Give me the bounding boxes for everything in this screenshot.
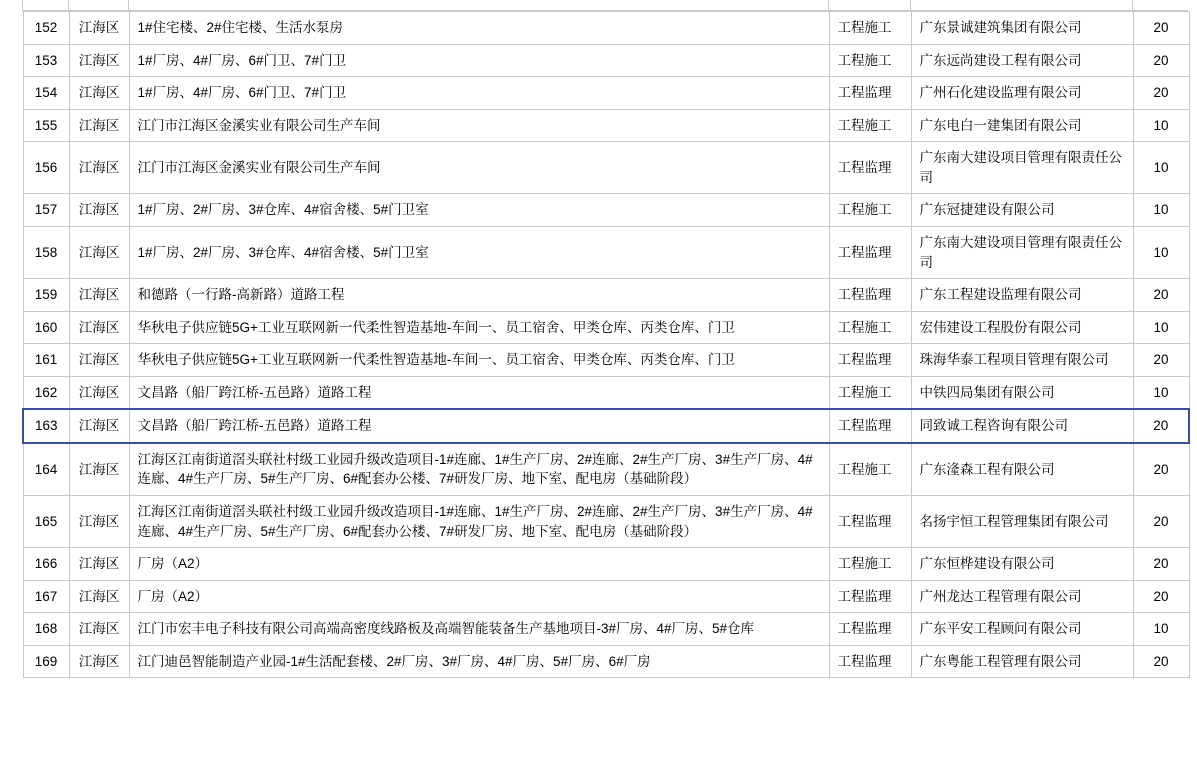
cell-count: 10 [1133, 311, 1189, 344]
table-row[interactable] [23, 409, 1189, 443]
cell-no: 153 [23, 44, 69, 77]
cell-count: 20 [1133, 77, 1189, 110]
cell-company: 名扬宇恒工程管理集团有限公司 [911, 496, 1133, 548]
cell-company: 广东平安工程顾问有限公司 [911, 613, 1133, 646]
table-row[interactable] [23, 194, 1189, 227]
cell-district: 江海区 [69, 548, 129, 581]
cell-company: 广东粤能工程管理有限公司 [911, 645, 1133, 678]
cell-company: 宏伟建设工程股份有限公司 [911, 311, 1133, 344]
cell-project-name: 华秋电子供应链5G+工业互联网新一代柔性智造基地-车间一、员工宿舍、甲类仓库、丙类仓库、门卫 [129, 344, 829, 377]
cell-company: 广东工程建设监理有限公司 [911, 279, 1133, 312]
cell-type: 工程施工 [829, 194, 911, 227]
cell-project-name: 1#厂房、2#厂房、3#仓库、4#宿舍楼、5#门卫室 [129, 226, 829, 278]
cell-count: 10 [1133, 226, 1189, 278]
cell-no [23, 0, 69, 11]
table-row[interactable] [23, 0, 1189, 11]
cell-project-name: 江门迪邑智能制造产业园-1#生活配套楼、2#厂房、3#厂房、4#厂房、5#厂房、6#厂房 [129, 645, 829, 678]
cell-type: 工程监理 [829, 496, 911, 548]
cell-company: 广州石化建设监理有限公司 [911, 77, 1133, 110]
table-row[interactable] [23, 376, 1189, 409]
cell-project-name: 江门市江海区金溪实业有限公司生产车间 [129, 142, 829, 194]
cell-count: 20 [1133, 409, 1189, 443]
table-row[interactable] [23, 443, 1189, 496]
cell-count: 20 [1133, 548, 1189, 581]
cell-no: 163 [23, 409, 69, 443]
cell-project-name: 文昌路（船厂跨江桥-五邑路）道路工程 [129, 376, 829, 409]
cell-no: 156 [23, 142, 69, 194]
table-row[interactable] [23, 496, 1189, 548]
cell-district: 江海区 [69, 44, 129, 77]
cell-type: 工程监理 [829, 77, 911, 110]
cell-count: 20 [1133, 580, 1189, 613]
cell-company: 珠海华泰工程项目管理有限公司 [911, 344, 1133, 377]
cell-count: 20 [1133, 645, 1189, 678]
cell-type: 工程施工 [829, 12, 911, 45]
cell-company: 广州龙达工程管理有限公司 [911, 580, 1133, 613]
cell-district: 江海区 [69, 376, 129, 409]
cell-project-name [129, 0, 829, 11]
cell-district: 江海区 [69, 77, 129, 110]
cell-company: 广东南大建设项目管理有限责任公司 [911, 226, 1133, 278]
cell-no: 152 [23, 12, 69, 45]
cell-company: 广东电白一建集团有限公司 [911, 109, 1133, 142]
cell-district: 江海区 [69, 409, 129, 443]
cell-type: 工程监理 [829, 645, 911, 678]
cell-count: 20 [1133, 344, 1189, 377]
cell-type: 工程监理 [829, 613, 911, 646]
cell-no: 169 [23, 645, 69, 678]
cell-no: 157 [23, 194, 69, 227]
cell-count: 20 [1133, 443, 1189, 496]
cell-project-name: 江门市江海区金溪实业有限公司生产车间 [129, 109, 829, 142]
cell-no: 167 [23, 580, 69, 613]
cell-company: 广东景诚建筑集团有限公司 [911, 12, 1133, 45]
cell-company: 广东南大建设项目管理有限责任公司 [911, 142, 1133, 194]
table-row[interactable] [23, 226, 1189, 278]
cell-company: 广东湰森工程有限公司 [911, 443, 1133, 496]
cell-count [1133, 0, 1189, 11]
cell-no: 158 [23, 226, 69, 278]
table-row[interactable] [23, 142, 1189, 194]
cell-district: 江海区 [69, 226, 129, 278]
cell-district: 江海区 [69, 580, 129, 613]
cell-no: 160 [23, 311, 69, 344]
cell-no: 155 [23, 109, 69, 142]
table-body [23, 12, 1189, 678]
cell-company [911, 0, 1133, 11]
table-row[interactable] [23, 109, 1189, 142]
clipped-top-row [22, 0, 1188, 11]
table-row[interactable] [23, 311, 1189, 344]
cell-count: 20 [1133, 12, 1189, 45]
cell-district: 江海区 [69, 109, 129, 142]
cell-district: 江海区 [69, 443, 129, 496]
cell-no: 162 [23, 376, 69, 409]
cell-count: 10 [1133, 142, 1189, 194]
cell-company: 中铁四局集团有限公司 [911, 376, 1133, 409]
cell-count: 10 [1133, 109, 1189, 142]
cell-district: 江海区 [69, 142, 129, 194]
cell-district [69, 0, 129, 11]
cell-project-name: 江门市宏丰电子科技有限公司高端高密度线路板及高端智能装备生产基地项目-3#厂房、4#厂房、5#仓库 [129, 613, 829, 646]
cell-project-name: 厂房（A2） [129, 548, 829, 581]
table-row[interactable] [23, 44, 1189, 77]
cell-district: 江海区 [69, 613, 129, 646]
cell-district: 江海区 [69, 496, 129, 548]
cell-no: 165 [23, 496, 69, 548]
cell-district: 江海区 [69, 311, 129, 344]
cell-project-name: 江海区江南街道滘头联社村级工业园升级改造项目-1#连廊、1#生产厂房、2#连廊、2#生产厂房、3#生产厂房、4#连廊、4#生产厂房、5#生产厂房、6#配套办公楼、7#研发厂房、地下室、配电房（基础阶段） [129, 496, 829, 548]
cell-company: 广东恒桦建设有限公司 [911, 548, 1133, 581]
cell-type: 工程监理 [829, 279, 911, 312]
cell-company: 广东远尚建设工程有限公司 [911, 44, 1133, 77]
cell-no: 166 [23, 548, 69, 581]
cell-company: 广东冠捷建设有限公司 [911, 194, 1133, 227]
cell-type [829, 0, 911, 11]
table-row[interactable] [23, 580, 1189, 613]
cell-no: 161 [23, 344, 69, 377]
cell-type: 工程施工 [829, 443, 911, 496]
cell-type: 工程施工 [829, 311, 911, 344]
cell-type: 工程监理 [829, 580, 911, 613]
table-row[interactable] [23, 645, 1189, 678]
cell-count: 10 [1133, 613, 1189, 646]
cell-project-name: 和德路（一行路-高新路）道路工程 [129, 279, 829, 312]
table-row[interactable] [23, 12, 1189, 45]
cell-company: 同致诚工程咨询有限公司 [911, 409, 1133, 443]
table-row[interactable] [23, 344, 1189, 377]
cell-type: 工程监理 [829, 142, 911, 194]
cell-type: 工程监理 [829, 226, 911, 278]
cell-district: 江海区 [69, 12, 129, 45]
cell-project-name: 华秋电子供应链5G+工业互联网新一代柔性智造基地-车间一、员工宿舍、甲类仓库、丙类仓库、门卫 [129, 311, 829, 344]
cell-type: 工程施工 [829, 109, 911, 142]
cell-no: 154 [23, 77, 69, 110]
table-row[interactable] [23, 77, 1189, 110]
table-row[interactable] [23, 613, 1189, 646]
cell-type: 工程监理 [829, 409, 911, 443]
cell-count: 20 [1133, 496, 1189, 548]
cell-project-name: 文昌路（船厂跨江桥-五邑路）道路工程 [129, 409, 829, 443]
cell-project-name: 1#住宅楼、2#住宅楼、生活水泵房 [129, 12, 829, 45]
cell-project-name: 1#厂房、2#厂房、3#仓库、4#宿舍楼、5#门卫室 [129, 194, 829, 227]
cell-type: 工程监理 [829, 344, 911, 377]
cell-count: 10 [1133, 194, 1189, 227]
cell-count: 20 [1133, 279, 1189, 312]
cell-district: 江海区 [69, 645, 129, 678]
cell-type: 工程施工 [829, 548, 911, 581]
table-row[interactable] [23, 548, 1189, 581]
cell-type: 工程施工 [829, 44, 911, 77]
cell-project-name: 1#厂房、4#厂房、6#门卫、7#门卫 [129, 77, 829, 110]
cell-type: 工程施工 [829, 376, 911, 409]
cell-district: 江海区 [69, 279, 129, 312]
table-row[interactable] [23, 279, 1189, 312]
cell-district: 江海区 [69, 344, 129, 377]
cell-no: 168 [23, 613, 69, 646]
cell-district: 江海区 [69, 194, 129, 227]
cell-no: 164 [23, 443, 69, 496]
cell-project-name: 厂房（A2） [129, 580, 829, 613]
cell-project-name: 江海区江南街道滘头联社村级工业园升级改造项目-1#连廊、1#生产厂房、2#连廊、2#生产厂房、3#生产厂房、4#连廊、4#生产厂房、5#生产厂房、6#配套办公楼、7#研发厂房、地下室、配电房（基础阶段） [129, 443, 829, 496]
project-table[interactable] [22, 11, 1190, 678]
cell-project-name: 1#厂房、4#厂房、6#门卫、7#门卫 [129, 44, 829, 77]
cell-no: 159 [23, 279, 69, 312]
cell-count: 10 [1133, 376, 1189, 409]
cell-count: 20 [1133, 44, 1189, 77]
